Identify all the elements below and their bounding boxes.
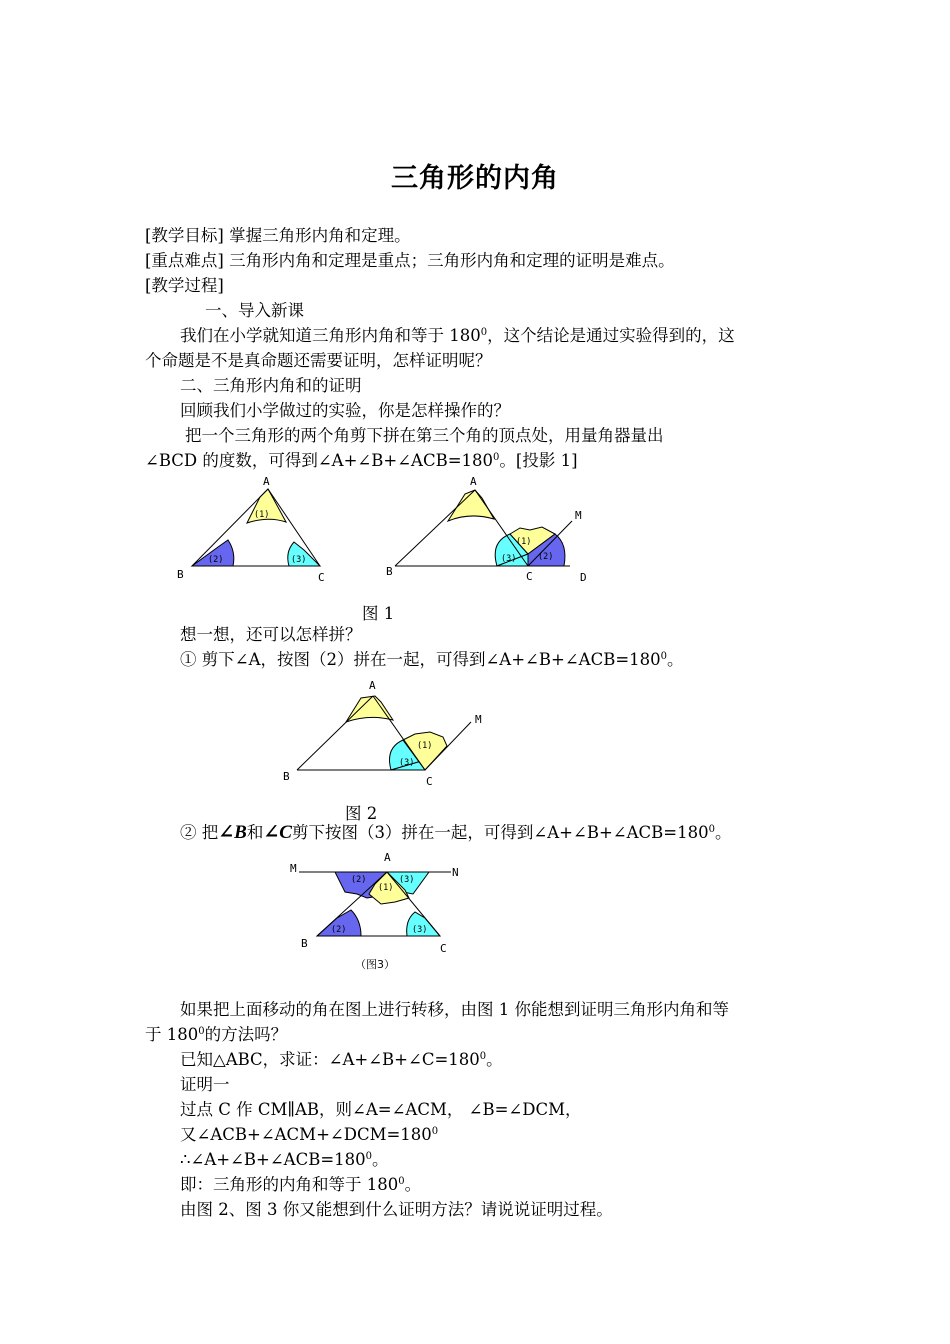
mark-3-bottom: (3) <box>412 925 428 935</box>
mark-1: (1) <box>378 883 394 893</box>
mark-3: (3) <box>501 554 517 564</box>
paragraph-10: 过点 C 作 CM∥AB，则∠A=∠ACM， ∠B=∠DCM， <box>180 1100 582 1119</box>
section-intro: 一、导入新课 <box>205 301 304 320</box>
fig1-left-triangle <box>177 475 325 584</box>
label-C: C <box>318 571 325 584</box>
paragraph-3a: 把一个三角形的两个角剪下拼在第三个角的顶点处，用量角器量出 <box>185 426 664 445</box>
label-D: D <box>580 571 587 584</box>
paragraph-1a: 我们在小学就知道三角形内角和等于 $180^0$，这个结论是通过实验得到的，这 <box>180 326 735 345</box>
figure-2 <box>275 674 505 794</box>
paragraph-12: $\therefore\angle A+\angle B+\angle ACB=180^0$。 <box>180 1150 389 1169</box>
teaching-process: [教学过程] <box>145 276 224 295</box>
figure-3 <box>285 848 475 972</box>
fig1-right-figure <box>386 475 587 584</box>
label-A: A <box>384 851 391 864</box>
figure-1-caption: 图 1 <box>362 604 395 623</box>
mark-1: (1) <box>516 537 532 547</box>
label-A: A <box>470 475 477 488</box>
mark-1: (1) <box>254 510 270 520</box>
paragraph-3b: ∠BCD 的度数，可得到$\angle A+\angle B+\angle ACB=180^0$。[投影 1] <box>145 451 578 470</box>
label-B: B <box>301 937 308 950</box>
paragraph-1b: 个命题是不是真命题还需要证明，怎样证明呢？ <box>145 351 492 370</box>
paragraph-11: 又$\angle ACB+\angle ACM+\angle DCM=180^0$ <box>180 1125 439 1144</box>
label-C: C <box>440 942 447 955</box>
mark-3-top: (3) <box>399 875 415 885</box>
label-M: M <box>290 862 297 875</box>
figure-2-caption: 图 2 <box>345 804 378 823</box>
key-difficulty: [重点难点] 三角形内角和定理是重点；三角形内角和定理的证明是难点。 <box>145 251 675 270</box>
mark-3: (3) <box>399 758 415 768</box>
figure-3-caption: （图3） <box>355 958 395 971</box>
paragraph-2: 回顾我们小学做过的实验，你是怎样操作的？ <box>180 401 510 420</box>
label-B: B <box>283 770 290 783</box>
paragraph-13: 即：三角形的内角和等于 $180^0$。 <box>180 1175 422 1194</box>
label-A: A <box>263 475 270 488</box>
paragraph-14: 由图 2、图 3 你又能想到什么证明方法？请说说证明过程。 <box>180 1200 613 1219</box>
mark-2: (2) <box>538 552 554 562</box>
mark-2: (2) <box>208 555 224 565</box>
label-M: M <box>475 713 482 726</box>
mark-3: (3) <box>291 555 307 565</box>
figure-1 <box>170 472 610 590</box>
label-N: N <box>452 866 459 879</box>
paragraph-8: 已知△ABC，求证：$\angle A+\angle B+\angle C=180^0$。 <box>180 1050 503 1069</box>
section-proof: 二、三角形内角和的证明 <box>180 376 362 395</box>
label-M: M <box>575 509 582 522</box>
label-C: C <box>526 570 533 583</box>
paragraph-7a: 如果把上面移动的角在图上进行转移，由图 1 你能想到证明三角形内角和等 <box>180 1000 729 1019</box>
paragraph-7b: 于 $180^0$的方法吗？ <box>145 1025 288 1044</box>
mark-2-bottom: (2) <box>331 925 347 935</box>
label-C: C <box>426 775 433 788</box>
mark-1: (1) <box>417 741 433 751</box>
label-B: B <box>177 568 184 581</box>
paragraph-9: 证明一 <box>180 1075 230 1094</box>
paragraph-4: 想一想，还可以怎样拼？ <box>180 625 362 644</box>
teaching-goal: [教学目标] 掌握三角形内角和定理。 <box>145 226 411 245</box>
label-A: A <box>369 679 376 692</box>
page-title: 三角形的内角 <box>391 163 559 194</box>
paragraph-5: ① 剪下∠A，按图（2）拼在一起，可得到$\angle A+\angle B+\angle ACB=180^0$。 <box>180 650 684 669</box>
paragraph-6: ② 把∠B和∠C剪下按图（3）拼在一起，可得到$\angle A+\angle B+\angle ACB=180^0$。 <box>180 822 732 843</box>
mark-2-top: (2) <box>351 875 367 885</box>
label-B: B <box>386 565 393 578</box>
